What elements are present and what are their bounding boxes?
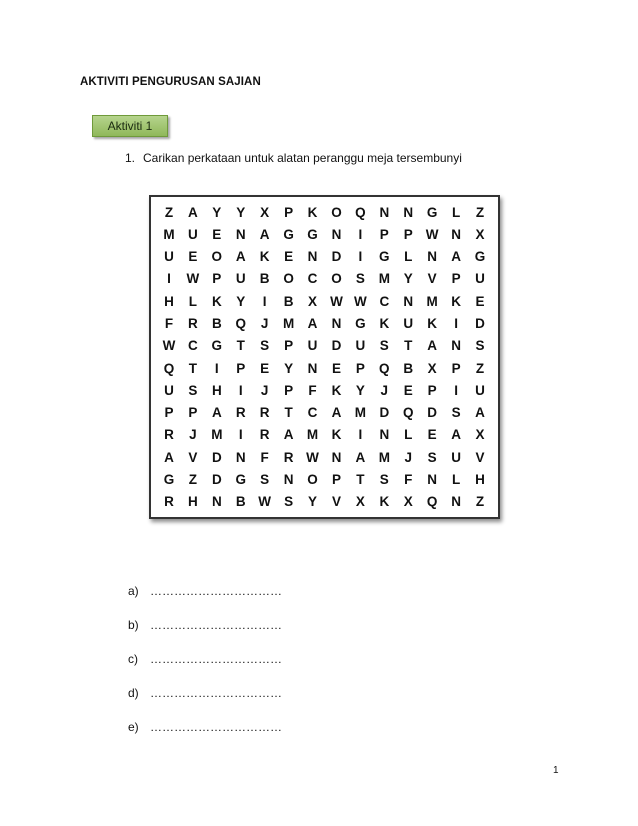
grid-letter: P [164, 405, 174, 421]
grid-letter: N [379, 427, 390, 443]
grid-letter: O [331, 271, 342, 287]
grid-letter: V [331, 494, 341, 510]
grid-letter: P [284, 204, 294, 220]
grid-letter: S [260, 472, 270, 488]
grid-letter: V [188, 449, 198, 465]
grid-letter: X [260, 204, 270, 220]
grid-letter: H [475, 472, 485, 488]
grid-letter: G [355, 316, 366, 332]
grid-letter: Q [235, 316, 246, 332]
grid-letter: E [260, 360, 270, 376]
instruction [125, 151, 462, 165]
grid-letter: E [212, 226, 222, 242]
grid-letter: Z [164, 204, 174, 220]
grid-letter: E [403, 382, 413, 398]
grid-letter: E [427, 427, 437, 443]
grid-letter: N [451, 338, 461, 354]
answer-blank[interactable]: …………………………… [150, 584, 282, 598]
grid-letter: I [262, 293, 267, 309]
grid-letter: B [283, 293, 294, 309]
grid-letter: N [403, 204, 414, 220]
grid-letter: I [214, 360, 219, 376]
grid-letter: P [284, 338, 294, 354]
grid-letter: H [211, 382, 222, 398]
grid-letter: U [355, 338, 366, 354]
grid-letter: G [474, 249, 486, 265]
grid-letter: A [331, 405, 342, 421]
grid-letter: P [284, 382, 294, 398]
answer-label: b) [128, 618, 139, 632]
grid-letter: U [164, 382, 174, 398]
grid-letter: W [258, 494, 272, 510]
grid-letter: N [403, 293, 414, 309]
grid-letter: P [188, 405, 198, 421]
grid-letter: D [379, 405, 390, 421]
grid-letter: M [378, 449, 390, 465]
grid-letter: J [260, 316, 269, 332]
grid-letter: U [403, 316, 414, 332]
grid-letter: K [307, 204, 318, 220]
answer-label: a) [128, 584, 139, 598]
grid-letter: Q [163, 360, 175, 376]
grid-letter: R [283, 449, 294, 465]
grid-letter: X [427, 360, 437, 376]
grid-letter: N [427, 249, 438, 265]
grid-letter: K [259, 249, 270, 265]
grid-letter: B [259, 271, 270, 287]
grid-letter: I [358, 226, 363, 242]
grid-letter: I [454, 316, 458, 332]
grid-letter: N [235, 449, 246, 465]
grid-letter: T [356, 472, 365, 488]
grid-letter: A [451, 427, 461, 443]
grid-letter: W [330, 293, 343, 309]
grid-letter: S [451, 405, 461, 421]
grid-letter: O [331, 204, 342, 220]
grid-letter: G [211, 338, 223, 354]
grid-letter: P [451, 271, 461, 287]
grid-letter: L [451, 204, 461, 220]
grid-letter: B [211, 316, 222, 332]
grid-letter: P [331, 472, 341, 488]
grid-letter: A [451, 249, 461, 265]
grid-letter: A [427, 338, 438, 354]
grid-letter: A [164, 449, 174, 465]
grid-letter: I [238, 427, 243, 443]
grid-letter: X [475, 427, 485, 443]
grid-letter: Y [284, 360, 294, 376]
answer-label: c) [128, 652, 138, 666]
grid-letter: N [451, 226, 461, 242]
grid-letter: F [164, 316, 174, 332]
grid-letter: A [355, 449, 366, 465]
grid-letter: K [427, 316, 438, 332]
answer-blank[interactable]: …………………………… [150, 618, 282, 632]
grid-letter: X [355, 494, 365, 510]
grid-letter: R [259, 427, 270, 443]
grid-letter: Q [355, 204, 366, 220]
grid-letter: K [331, 382, 342, 398]
grid-letter: K [331, 427, 342, 443]
word-search-puzzle [149, 195, 500, 519]
grid-letter: N [427, 472, 438, 488]
grid-letter: Y [212, 204, 222, 220]
page-title: AKTIVITI PENGURUSAN SAJIAN [80, 76, 261, 88]
grid-letter: F [260, 449, 269, 465]
grid-letter: T [404, 338, 413, 354]
grid-letter: T [236, 338, 245, 354]
grid-letter: S [427, 449, 437, 465]
grid-letter: P [451, 360, 461, 376]
grid-letter: F [308, 382, 317, 398]
grid-letter: F [404, 472, 413, 488]
answer-line [128, 686, 282, 700]
grid-letter: P [403, 226, 413, 242]
grid-letter: D [475, 316, 485, 332]
grid-letter: M [163, 226, 175, 242]
grid-letter: N [235, 226, 246, 242]
grid-letter: X [308, 293, 318, 309]
answer-line [128, 584, 282, 598]
grid-letter: C [188, 338, 198, 354]
grid-letter: Z [475, 360, 485, 376]
grid-letter: X [403, 494, 413, 510]
grid-letter: W [186, 271, 200, 287]
grid-letter: S [355, 271, 365, 287]
grid-letter: U [235, 271, 246, 287]
instruction-number: 1. [125, 151, 136, 165]
grid-letter: D [211, 472, 222, 488]
grid-letter: R [188, 316, 198, 332]
grid-letter: N [331, 449, 342, 465]
grid-letter: W [162, 338, 176, 354]
grid-letter: G [283, 226, 294, 242]
grid-letter: Y [355, 382, 365, 398]
grid-letter: C [307, 271, 318, 287]
grid-letter: N [451, 494, 461, 510]
grid-letter: U [188, 226, 198, 242]
grid-letter: K [211, 293, 222, 309]
grid-letter: R [164, 427, 174, 443]
grid-letter: Z [188, 472, 197, 488]
grid-letter: R [259, 405, 270, 421]
grid-letter: I [358, 249, 363, 265]
grid-letter: O [211, 249, 223, 265]
answer-blank[interactable]: …………………………… [150, 720, 282, 734]
grid-letter: M [306, 427, 319, 443]
grid-letter: N [283, 472, 294, 488]
grid-letter: W [354, 293, 367, 309]
grid-letter: P [427, 382, 437, 398]
grid-letter: A [235, 249, 246, 265]
grid-letter: E [331, 360, 341, 376]
grid-letter: Y [236, 293, 246, 309]
grid-letter: M [282, 316, 295, 332]
grid-letter: G [163, 472, 175, 488]
grid-letter: Q [402, 405, 414, 421]
grid-letter: N [331, 226, 342, 242]
instruction-text: Carikan perkataan untuk alatan peranggu meja tersembunyi [143, 151, 462, 165]
grid-letter: M [354, 405, 366, 421]
grid-letter: U [475, 271, 485, 287]
grid-letter: O [283, 271, 294, 287]
grid-letter: Y [308, 494, 318, 510]
grid-letter: J [380, 382, 389, 398]
activity-badge: Aktiviti 1 [92, 115, 168, 137]
page-number: 1 [553, 765, 559, 776]
grid-letter: P [355, 360, 365, 376]
grid-letter: H [164, 293, 174, 309]
answer-blank[interactable]: …………………………… [150, 652, 282, 666]
grid-letter: R [235, 405, 246, 421]
grid-letter: A [211, 405, 222, 421]
grid-letter: D [427, 405, 438, 421]
grid-letter: J [260, 382, 269, 398]
grid-letter: Z [475, 204, 485, 220]
grid-letter: Y [403, 271, 413, 287]
grid-letter: C [379, 293, 390, 309]
grid-letter: Q [426, 494, 438, 510]
grid-letter: A [283, 427, 294, 443]
grid-letter: I [454, 382, 458, 398]
grid-letter: K [451, 293, 461, 309]
grid-letter: I [358, 427, 363, 443]
grid-letter: U [307, 338, 318, 354]
grid-letter: V [427, 271, 437, 287]
grid-letter: R [164, 494, 174, 510]
grid-letter: U [164, 249, 174, 265]
answer-label: d) [128, 686, 139, 700]
grid-letter: I [167, 271, 171, 287]
grid-letter: G [426, 204, 438, 220]
grid-letter: N [307, 360, 318, 376]
grid-letter: G [379, 249, 390, 265]
grid-letter: N [307, 249, 318, 265]
grid-letter: K [379, 316, 390, 332]
grid-letter: P [236, 360, 246, 376]
grid-letter: E [475, 293, 485, 309]
grid-letter: W [425, 226, 439, 242]
answer-line [128, 652, 282, 666]
grid-letter: X [475, 226, 485, 242]
grid-letter: P [379, 226, 389, 242]
grid-letter: G [307, 226, 318, 242]
grid-letter: U [451, 449, 461, 465]
grid-letter: N [211, 494, 222, 510]
grid-letter: S [260, 338, 270, 354]
grid-letter: D [331, 249, 342, 265]
grid-letter: N [379, 204, 390, 220]
answer-label: e) [128, 720, 139, 734]
grid-letter: J [189, 427, 197, 443]
grid-letter: S [379, 338, 389, 354]
grid-letter: T [188, 360, 197, 376]
grid-letter: L [188, 293, 197, 309]
grid-letter: E [188, 249, 198, 265]
grid-letter: J [404, 449, 412, 465]
grid-letter: M [378, 271, 390, 287]
grid-letter: U [475, 382, 485, 398]
grid-letter: Z [475, 494, 485, 510]
grid-letter: O [307, 472, 318, 488]
grid-letter: M [211, 427, 223, 443]
grid-letter: A [307, 316, 318, 332]
grid-letter: A [475, 405, 485, 421]
grid-letter: S [284, 494, 294, 510]
grid-letter: S [379, 472, 389, 488]
grid-letter: Y [236, 204, 246, 220]
grid-letter: P [212, 271, 222, 287]
grid-letter: E [284, 249, 294, 265]
grid-letter: M [426, 293, 438, 309]
answer-line [128, 618, 282, 632]
grid-letter: K [379, 494, 390, 510]
grid-letter: G [235, 472, 246, 488]
grid-letter: I [238, 382, 243, 398]
grid-letter: H [188, 494, 198, 510]
grid-letter: Q [379, 360, 390, 376]
grid-letter: L [404, 249, 413, 265]
word-search-grid [157, 201, 492, 513]
answer-line [128, 720, 282, 734]
grid-letter: C [307, 405, 318, 421]
grid-letter: S [188, 382, 198, 398]
grid-letter: W [306, 449, 319, 465]
grid-letter: D [211, 449, 222, 465]
grid-letter: D [331, 338, 342, 354]
grid-letter: N [331, 316, 342, 332]
grid-letter: L [451, 472, 461, 488]
grid-letter: L [404, 427, 413, 443]
grid-letter: A [259, 226, 270, 242]
grid-letter: B [403, 360, 414, 376]
grid-letter: S [475, 338, 485, 354]
grid-letter: B [235, 494, 246, 510]
answer-blank[interactable]: …………………………… [150, 686, 282, 700]
grid-letter: A [188, 204, 198, 220]
grid-letter: V [475, 449, 485, 465]
grid-letter: T [284, 405, 293, 421]
